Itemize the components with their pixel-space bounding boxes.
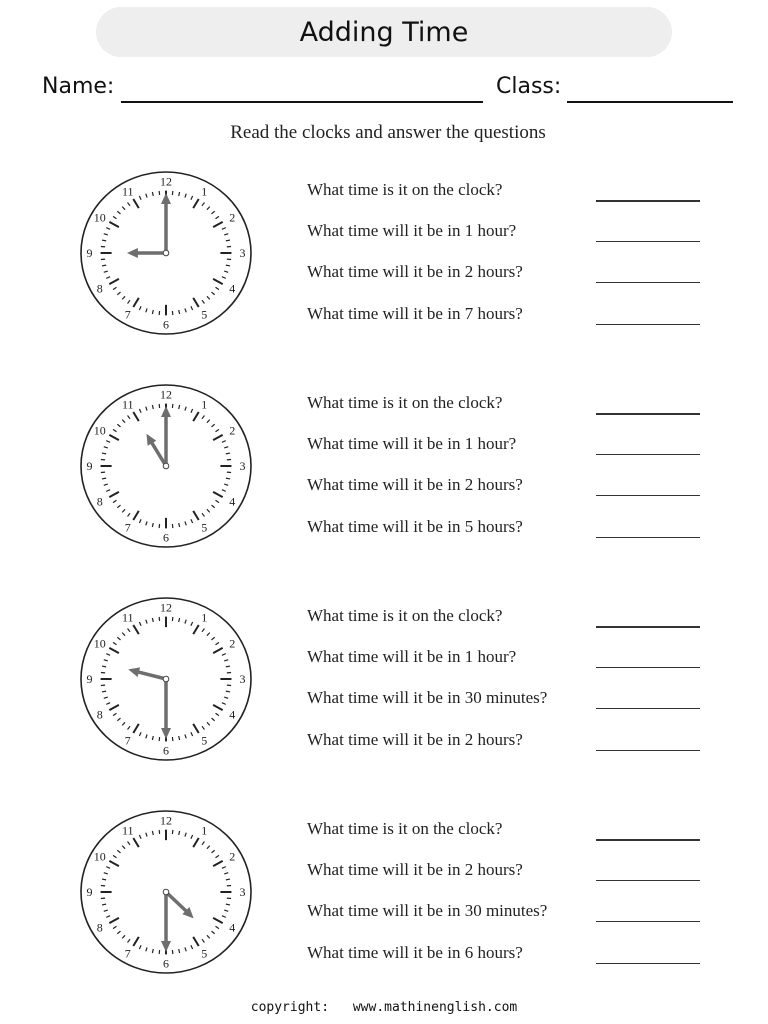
- question-4: What time will it be in 2 hours?: [307, 730, 523, 749]
- clock-number: 1: [201, 184, 208, 199]
- clock-number: 3: [239, 246, 246, 260]
- answer-line-2[interactable]: [596, 880, 700, 881]
- question-4: What time will it be in 5 hours?: [307, 517, 523, 536]
- minute-tick: [102, 240, 106, 241]
- answer-line-3[interactable]: [596, 495, 700, 496]
- clock-number: 8: [96, 494, 103, 509]
- clock-center: [163, 463, 169, 469]
- clock-number: 7: [124, 520, 131, 535]
- minute-tick: [102, 265, 106, 266]
- clock-number: 11: [121, 184, 134, 199]
- clock-number: 9: [86, 459, 93, 473]
- clock-face: [78, 380, 256, 550]
- clock-number: 4: [229, 920, 236, 935]
- clock-number: 6: [163, 317, 169, 332]
- clock-number: 5: [201, 520, 208, 535]
- name-label: Name:: [42, 74, 115, 99]
- answer-line-1[interactable]: [596, 200, 700, 202]
- clock-number: 4: [229, 494, 236, 509]
- clock-number: 6: [163, 530, 169, 545]
- title-banner: [96, 7, 672, 57]
- clock-number: 12: [160, 600, 172, 615]
- minute-tick: [226, 904, 230, 905]
- question-1: What time is it on the clock?: [307, 819, 503, 838]
- question-3: What time will it be in 30 minutes?: [307, 901, 548, 920]
- answer-line-3[interactable]: [596, 282, 700, 283]
- answer-line-1[interactable]: [596, 413, 700, 415]
- clock-face: [78, 593, 256, 763]
- minute-tick: [226, 478, 230, 479]
- name-class-row: [42, 74, 742, 106]
- clock-number: 10: [93, 849, 106, 864]
- question-2: What time will it be in 1 hour?: [307, 647, 517, 666]
- answer-line-2[interactable]: [596, 454, 700, 455]
- clock-number: 1: [201, 397, 208, 412]
- clock-center: [163, 889, 169, 895]
- minute-tick: [226, 879, 230, 880]
- clock-section-1: [0, 167, 768, 357]
- question-2: What time will it be in 1 hour?: [307, 434, 517, 453]
- minute-tick: [102, 453, 106, 454]
- question-3: What time will it be in 30 minutes?: [307, 688, 548, 707]
- clock-number: 10: [93, 210, 106, 225]
- clock-number: 7: [124, 733, 131, 748]
- minute-tick: [226, 691, 230, 692]
- clock-number: 2: [229, 423, 236, 438]
- copyright-label: copyright:: [250, 1000, 330, 1015]
- answer-line-3[interactable]: [596, 921, 700, 922]
- clock-number: 6: [163, 743, 169, 758]
- class-field[interactable]: [567, 101, 733, 103]
- clock-number: 3: [239, 885, 246, 899]
- answer-line-4[interactable]: [596, 750, 700, 751]
- clock-number: 4: [229, 707, 236, 722]
- instructions: Read the clocks and answer the questions: [230, 122, 546, 143]
- clock-number: 8: [96, 707, 103, 722]
- minute-tick: [226, 240, 230, 241]
- clock-number: 2: [229, 636, 236, 651]
- clock-face: [78, 806, 256, 976]
- question-2: What time will it be in 2 hours?: [307, 860, 523, 879]
- question-4: What time will it be in 7 hours?: [307, 304, 523, 323]
- clock-center: [163, 250, 169, 256]
- clock-number: 11: [121, 610, 134, 625]
- clock-number: 6: [163, 956, 169, 971]
- clock-number: 2: [229, 210, 236, 225]
- clock-number: 1: [201, 823, 208, 838]
- clock-number: 8: [96, 281, 103, 296]
- clock-section-4: [0, 806, 768, 996]
- clock-number: 10: [93, 636, 106, 651]
- clock-number: 9: [86, 246, 93, 260]
- clock-number: 5: [201, 946, 208, 961]
- answer-line-2[interactable]: [596, 241, 700, 242]
- minute-tick: [102, 666, 106, 667]
- clock-number: 11: [121, 397, 134, 412]
- answer-line-1[interactable]: [596, 626, 700, 628]
- page-title: Adding Time: [299, 16, 469, 48]
- clock-number: 10: [93, 423, 106, 438]
- clock-number: 2: [229, 849, 236, 864]
- clock-section-2: [0, 380, 768, 570]
- minute-tick: [102, 904, 106, 905]
- question-1: What time is it on the clock?: [307, 180, 503, 199]
- clock-center: [163, 676, 169, 682]
- copyright-url[interactable]: www.mathinenglish.com: [352, 1000, 518, 1015]
- clock-number: 7: [124, 307, 131, 322]
- question-4: What time will it be in 6 hours?: [307, 943, 523, 962]
- class-label: Class:: [496, 74, 562, 99]
- clock-number: 12: [160, 387, 172, 402]
- clock-number: 5: [201, 733, 208, 748]
- answer-line-4[interactable]: [596, 537, 700, 538]
- clock-number: 12: [160, 174, 172, 189]
- question-1: What time is it on the clock?: [307, 606, 503, 625]
- clock-number: 9: [86, 885, 93, 899]
- minute-tick: [226, 265, 230, 266]
- minute-tick: [226, 666, 230, 667]
- question-2: What time will it be in 1 hour?: [307, 221, 517, 240]
- answer-line-4[interactable]: [596, 963, 700, 964]
- name-field[interactable]: [121, 101, 483, 103]
- clock-face: [78, 167, 256, 337]
- clock-number: 3: [239, 672, 246, 686]
- clock-number: 8: [96, 920, 103, 935]
- clock-number: 4: [229, 281, 236, 296]
- copyright-footer: [0, 1000, 768, 1015]
- answer-line-3[interactable]: [596, 708, 700, 709]
- minute-tick: [102, 879, 106, 880]
- clock-number: 1: [201, 610, 208, 625]
- minute-tick: [102, 478, 106, 479]
- clock-number: 9: [86, 672, 93, 686]
- clock-number: 5: [201, 307, 208, 322]
- minute-tick: [226, 453, 230, 454]
- question-1: What time is it on the clock?: [307, 393, 503, 412]
- question-3: What time will it be in 2 hours?: [307, 475, 523, 494]
- minute-tick: [102, 691, 106, 692]
- clock-number: 7: [124, 946, 131, 961]
- answer-line-1[interactable]: [596, 839, 700, 841]
- clock-section-3: [0, 593, 768, 783]
- question-3: What time will it be in 2 hours?: [307, 262, 523, 281]
- answer-line-4[interactable]: [596, 324, 700, 325]
- clock-number: 11: [121, 823, 134, 838]
- answer-line-2[interactable]: [596, 667, 700, 668]
- clock-number: 12: [160, 813, 172, 828]
- clock-number: 3: [239, 459, 246, 473]
